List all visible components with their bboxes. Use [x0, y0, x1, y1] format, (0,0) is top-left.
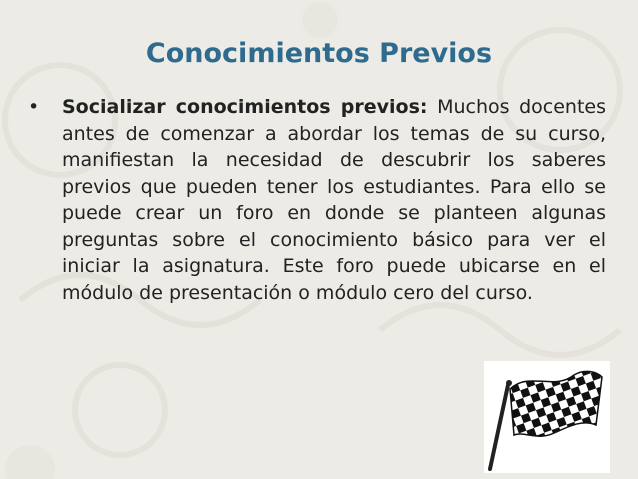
- bullet-lead: Socializar conocimientos previos:: [62, 96, 428, 118]
- slide-title: Conocimientos Previos: [145, 38, 493, 69]
- flag-image: [484, 361, 610, 473]
- bullet-text: [62, 94, 606, 306]
- bullet-marker: •: [28, 96, 40, 118]
- bullet-body: Muchos docentes antes de comenzar a abordar los temas de su curso, manifiestan la necesidad de descubrir los saberes previos que pueden tener los estudiantes. Para ello se puede crear un foro en donde se planteen algunas preguntas sobre el conocimiento básico para ver el iniciar la asignatura. Este foro puede ubicarse en el módulo de presentación o módulo cero del curso.: [62, 96, 606, 304]
- bullet-item: [28, 94, 606, 306]
- checkered-flag-icon: [484, 361, 610, 473]
